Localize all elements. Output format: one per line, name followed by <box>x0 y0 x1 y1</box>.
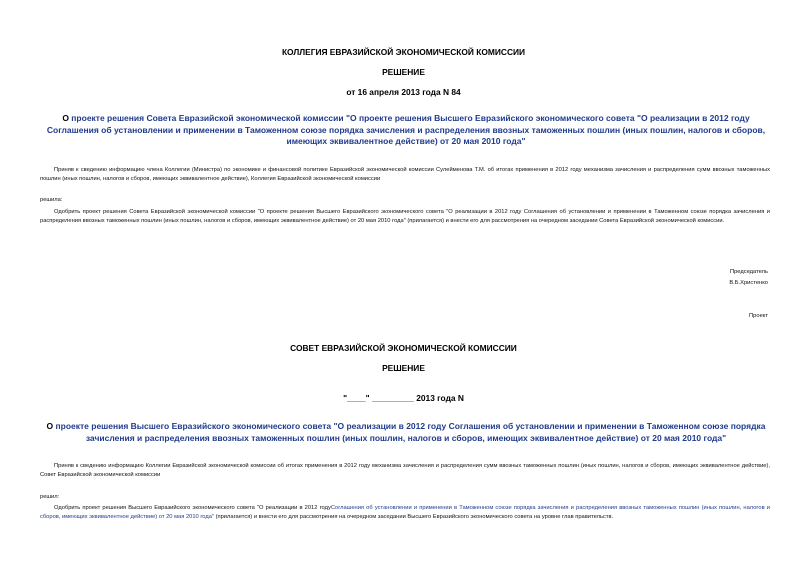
doc1-resolution-text: Одобрить проект решения Совета Евразийской экономической комиссии "О проекте решения Высшего Евразийского экономического совета "О реализации в 2012 году Соглашения об установлении и применении в Таможенном союзе порядка зачисления и распределения ввозных таможенных пошлин (иных пошлин, налогов и сборов, имеющих эквивалентное действие) от 20 мая 2010 года" (прилагается) и внести его для рассмотрения на очередном заседании Совета Евразийской экономической комиссии. <box>40 209 770 225</box>
doc2-decision-title: РЕШЕНИЕ <box>382 363 425 373</box>
doc1-subject-prefix: О <box>62 113 72 123</box>
doc1-decision-title: РЕШЕНИЕ <box>382 67 425 77</box>
doc2-subject-heading <box>36 421 776 444</box>
doc1-subject-heading <box>36 113 776 148</box>
doc1-resolved-label: решила: <box>40 197 63 203</box>
doc2-resolution-end: (прилагается) и внести его для рассмотрения на очередном заседании Высшего Евразийского экономического совета на уровне глав правительств. <box>213 514 614 521</box>
doc2-resolved-label: решил: <box>40 494 60 500</box>
doc2-resolution-paragraph <box>40 504 770 523</box>
signer-name: В.Б.Христенко <box>729 280 768 286</box>
doc1-subject-link[interactable]: проекте решения Совета Евразийской экономической комиссии "О проекте решения Высшего Евразийского экономического совета "О реализации в 2012 году Соглашения об установлении и применении в Таможенном союзе порядка зачисления и распределения ввозных таможенных пошлин (иных пошлин, налогов и сборов, имеющих эквивалентное действие) от 20 мая 2010 года" <box>46 113 766 146</box>
signer-title: Председатель <box>729 269 768 275</box>
doc1-resolution-paragraph <box>40 208 770 227</box>
doc1-org-title: КОЛЛЕГИЯ ЕВРАЗИЙСКОЙ ЭКОНОМИЧЕСКОЙ КОМИССИИ <box>281 47 526 57</box>
doc2-subject-prefix: О <box>46 421 56 431</box>
doc2-resolution-link[interactable]: Соглашения об установлении и применении в Таможенном союзе порядка зачисления и распределения ввозных таможенных пошлин (иных пошлин, налогов и сборов, имеющих эквивалентное действие) от 20 мая 2010 года" <box>40 505 770 521</box>
doc2-intro-text: Приняв к сведению информацию Коллегии Евразийской экономической комиссии об итогах применения в 2012 году механизма зачисления и распределения сумм ввозных таможенных пошлин (иных пошлин, налогов и сборов, имеющих эквивалентное действие), Совет Евразийской экономической комиссии <box>40 463 770 479</box>
doc2-date: "____" _________ 2013 года N <box>343 393 464 403</box>
doc2-resolution-start: Одобрить проект решения Высшего Евразийского экономического совета "О реализации в 2012 году <box>54 505 331 511</box>
doc2-subject-link[interactable]: проекте решения Высшего Евразийского экономического совета "О реализации в 2012 году Соглашения об установлении и применении в Таможенном союзе порядка зачисления и распределения ввозных таможенных пошлин (иных пошлин, налогов и сборов, имеющих эквивалентное действие) от 20 мая 2010 года" <box>55 421 766 443</box>
doc2-org-title: СОВЕТ ЕВРАЗИЙСКОЙ ЭКОНОМИЧЕСКОЙ КОМИССИИ <box>290 343 517 353</box>
doc1-intro-paragraph <box>40 166 770 185</box>
doc1-date: от 16 апреля 2013 года N 84 <box>346 87 461 97</box>
doc2-intro-paragraph <box>40 462 770 481</box>
draft-label: Проект <box>749 313 768 319</box>
doc1-intro-text: Приняв к сведению информацию члена Коллегии (Министра) по экономике и финансовой политике Евразийской экономической комиссии Сулейменова Т.М. об итогах применения в 2012 году механизма зачисления и распределения сумм ввозных таможенных пошлин (иных пошлин, налогов и сборов, имеющих эквивалентное действие), Коллегия Евразийской экономической комиссии <box>40 167 770 183</box>
